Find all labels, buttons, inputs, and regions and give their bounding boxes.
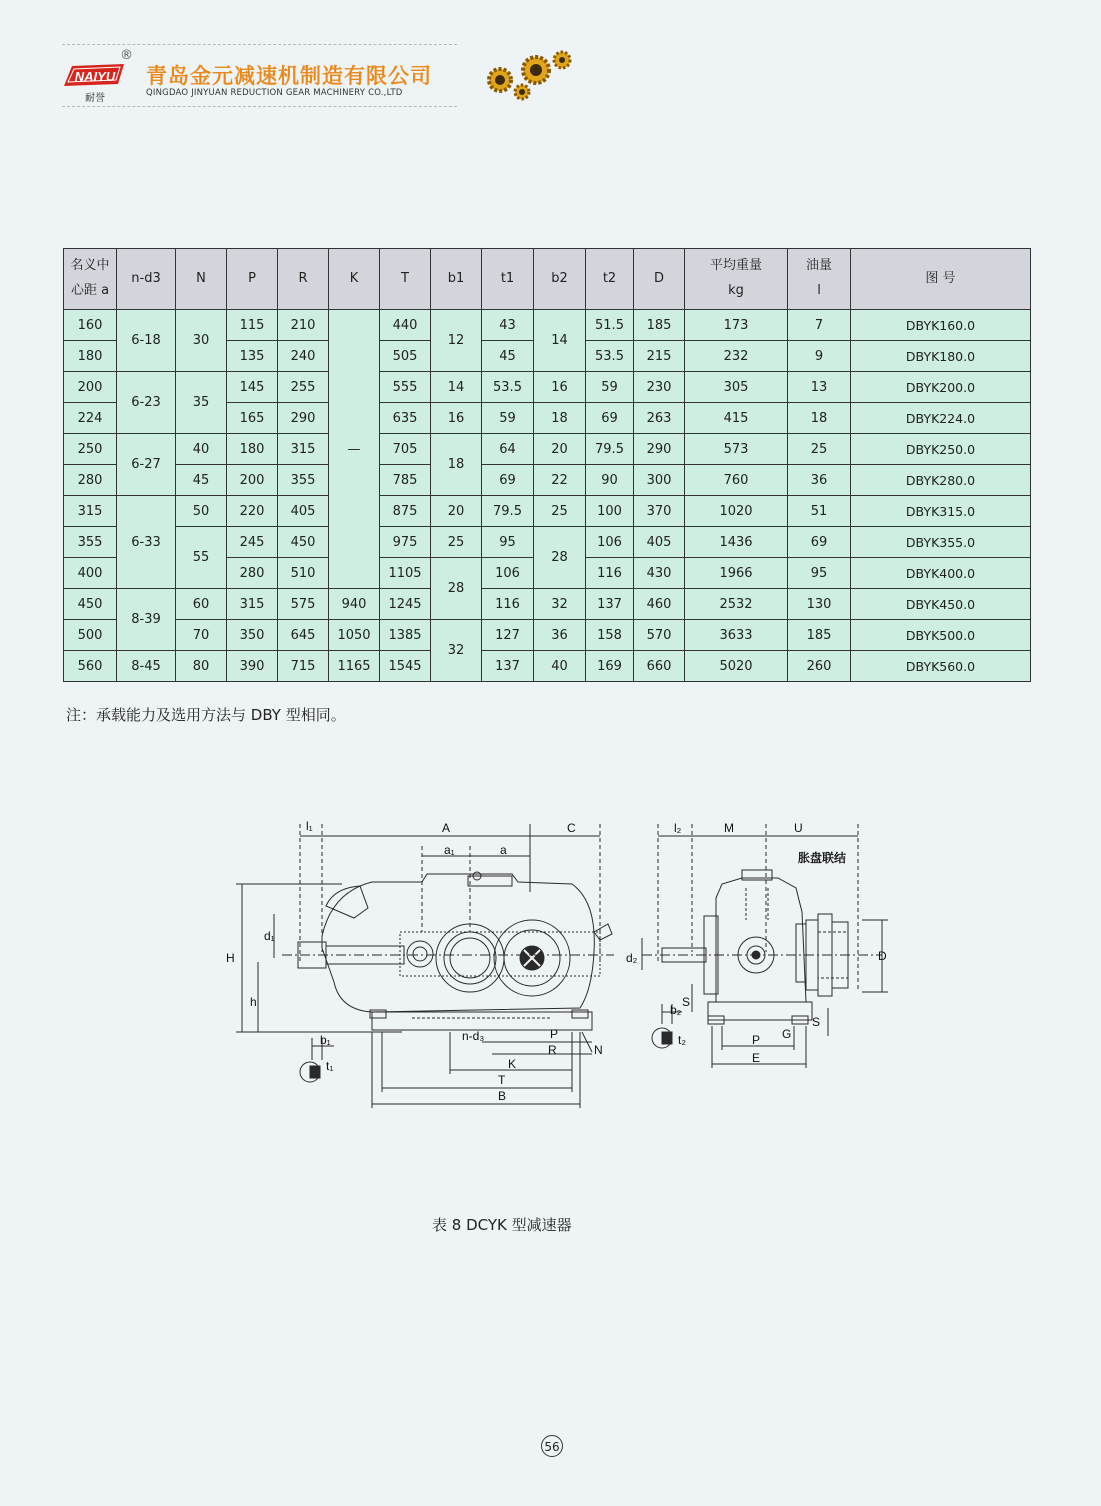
dim-label-l2: l₂ [674,821,682,835]
cell-nd3: 8-45 [117,651,176,682]
cell-t1: 137 [482,651,534,682]
header-cell: P [227,249,278,310]
cell-oil: 51 [788,496,851,527]
dim-label-t2: t₂ [678,1033,686,1047]
cell-R: 450 [278,527,329,558]
cell-b1: 32 [431,620,482,682]
cell-drawing: DBYK224.0 [851,403,1031,434]
cell-weight: 305 [685,372,788,403]
cell-b2: 14 [534,310,586,372]
dim-label-t1: t₁ [326,1059,334,1073]
cell-N: 30 [176,310,227,372]
cell-a: 400 [64,558,117,589]
header-cell: t1 [482,249,534,310]
cell-R: 210 [278,310,329,341]
dim-label-H: H [226,951,235,965]
cell-D: 460 [634,589,685,620]
company-name-cn: 青岛金元减速机制造有限公司 [146,64,432,88]
cell-N: 50 [176,496,227,527]
cell-N: 60 [176,589,227,620]
table-row [64,434,1031,465]
table-row [64,527,1031,558]
cell-t1: 69 [482,465,534,496]
end-view [626,821,888,1068]
cell-P: 220 [227,496,278,527]
cell-b2: 16 [534,372,586,403]
cell-D: 290 [634,434,685,465]
cell-K: — [329,310,380,589]
cell-t1: 95 [482,527,534,558]
cell-oil: 9 [788,341,851,372]
dim-label-G: G [782,1027,792,1041]
cell-a: 160 [64,310,117,341]
cell-b2: 25 [534,496,586,527]
cell-T: 705 [380,434,431,465]
figure-caption: 表 8 DCYK 型减速器 [432,1216,572,1234]
dim-label-C: C [567,821,576,835]
cell-t1: 116 [482,589,534,620]
cell-D: 405 [634,527,685,558]
dim-label-A: A [442,821,451,835]
cell-b2: 20 [534,434,586,465]
header-cell: K [329,249,380,310]
cell-weight: 1436 [685,527,788,558]
cell-D: 370 [634,496,685,527]
cell-t2: 59 [586,372,634,403]
cell-b1: 25 [431,527,482,558]
dim-label-a1: a₁ [444,843,455,857]
cell-R: 715 [278,651,329,682]
logo-subtitle: 耐誉 [85,93,105,104]
cell-t2: 69 [586,403,634,434]
cell-N: 40 [176,434,227,465]
cell-weight: 3633 [685,620,788,651]
cell-T: 505 [380,341,431,372]
header-cell: N [176,249,227,310]
cell-N: 70 [176,620,227,651]
cell-drawing: DBYK560.0 [851,651,1031,682]
dim-label-l1: l₁ [306,819,313,833]
gears-icon [478,48,578,104]
header-cell: n-d3 [117,249,176,310]
cell-t1: 64 [482,434,534,465]
table-row [64,496,1031,527]
cell-P: 115 [227,310,278,341]
cell-t1: 59 [482,403,534,434]
cell-nd3: 6-33 [117,496,176,589]
header-cell: b2 [534,249,586,310]
cell-a: 280 [64,465,117,496]
cell-b1: 20 [431,496,482,527]
company-name-en: QINGDAO JINYUAN REDUCTION GEAR MACHINERY CO.,LTD [146,88,403,98]
cell-P: 180 [227,434,278,465]
table-row [64,589,1031,620]
cell-N: 35 [176,372,227,434]
cell-oil: 260 [788,651,851,682]
table-header-row [64,249,1031,310]
cell-weight: 173 [685,310,788,341]
cell-P: 165 [227,403,278,434]
cell-K: 1165 [329,651,380,682]
dim-label-d1: d₁ [264,929,275,943]
cell-P: 245 [227,527,278,558]
dim-label-M: M [724,821,734,835]
cell-a: 450 [64,589,117,620]
cell-T: 1385 [380,620,431,651]
cell-T: 975 [380,527,431,558]
cell-oil: 13 [788,372,851,403]
cell-t2: 137 [586,589,634,620]
cell-R: 290 [278,403,329,434]
cell-a: 180 [64,341,117,372]
cell-R: 645 [278,620,329,651]
cell-P: 390 [227,651,278,682]
dim-label-P: P [550,1027,559,1041]
dim-label-coupling: 胀盘联结 [798,851,847,865]
header-cell: 图 号 [851,249,1031,310]
cell-t1: 79.5 [482,496,534,527]
dim-label-N: N [594,1043,603,1057]
table-row [64,310,1031,341]
cell-D: 300 [634,465,685,496]
cell-K: 1050 [329,620,380,651]
cell-weight: 760 [685,465,788,496]
cell-P: 200 [227,465,278,496]
cell-b1: 12 [431,310,482,372]
company-logo [62,52,128,106]
cell-P: 350 [227,620,278,651]
cell-t1: 53.5 [482,372,534,403]
header-rule-top [62,44,457,45]
header-cell: b1 [431,249,482,310]
cell-nd3: 6-23 [117,372,176,434]
cell-D: 230 [634,372,685,403]
cell-a: 500 [64,620,117,651]
cell-drawing: DBYK355.0 [851,527,1031,558]
cell-R: 315 [278,434,329,465]
header-cell: 油量 l [788,249,851,310]
cell-drawing: DBYK500.0 [851,620,1031,651]
cell-R: 510 [278,558,329,589]
header-cell: 名义中 心距 a [64,249,117,310]
page-number: 56 [541,1435,563,1457]
cell-weight: 5020 [685,651,788,682]
cell-oil: 95 [788,558,851,589]
cell-nd3: 6-27 [117,434,176,496]
cell-t2: 169 [586,651,634,682]
logo-wordmark: NAIYU [74,69,116,84]
cell-t2: 51.5 [586,310,634,341]
cell-D: 263 [634,403,685,434]
cell-R: 240 [278,341,329,372]
cell-t2: 158 [586,620,634,651]
cell-t1: 45 [482,341,534,372]
header-cell: t2 [586,249,634,310]
cell-oil: 18 [788,403,851,434]
cell-b2: 22 [534,465,586,496]
cell-drawing: DBYK200.0 [851,372,1031,403]
cell-T: 440 [380,310,431,341]
dim-label-D: D [878,949,887,963]
cell-R: 405 [278,496,329,527]
dim-label-b2: b₂ [670,1003,682,1017]
cell-nd3: 6-18 [117,310,176,372]
cell-oil: 130 [788,589,851,620]
cell-weight: 1966 [685,558,788,589]
cell-drawing: DBYK180.0 [851,341,1031,372]
dim-label-E: E [752,1051,761,1065]
cell-weight: 573 [685,434,788,465]
cell-R: 255 [278,372,329,403]
cell-b2: 40 [534,651,586,682]
cell-T: 1245 [380,589,431,620]
table-row [64,465,1031,496]
cell-oil: 25 [788,434,851,465]
cell-a: 560 [64,651,117,682]
spec-table [63,248,1031,682]
dim-label-d2: d₂ [626,951,638,965]
side-view [226,819,614,1108]
cell-D: 185 [634,310,685,341]
cell-a: 200 [64,372,117,403]
cell-T: 1105 [380,558,431,589]
cell-D: 215 [634,341,685,372]
cell-drawing: DBYK400.0 [851,558,1031,589]
cell-drawing: DBYK450.0 [851,589,1031,620]
cell-D: 570 [634,620,685,651]
cell-t1: 43 [482,310,534,341]
cell-oil: 185 [788,620,851,651]
cell-T: 635 [380,403,431,434]
cell-t2: 116 [586,558,634,589]
dim-label-T: T [498,1073,506,1087]
cell-D: 430 [634,558,685,589]
header-rule-bottom [62,106,457,107]
cell-P: 315 [227,589,278,620]
cell-weight: 2532 [685,589,788,620]
cell-b2: 32 [534,589,586,620]
cell-drawing: DBYK250.0 [851,434,1031,465]
dim-label-s-right: S [812,1015,821,1029]
cell-R: 355 [278,465,329,496]
cell-weight: 415 [685,403,788,434]
cell-b1: 14 [431,372,482,403]
cell-N: 45 [176,465,227,496]
dim-label-a: a [500,843,507,857]
cell-T: 875 [380,496,431,527]
cell-N: 80 [176,651,227,682]
cell-a: 250 [64,434,117,465]
dim-label-B: B [498,1089,507,1103]
header-cell: R [278,249,329,310]
cell-R: 575 [278,589,329,620]
table-row [64,651,1031,682]
cell-t2: 90 [586,465,634,496]
dim-label-s-left: S [682,995,691,1009]
cell-oil: 36 [788,465,851,496]
cell-b2: 28 [534,527,586,589]
cell-b2: 36 [534,620,586,651]
table-row [64,372,1031,403]
cell-drawing: DBYK160.0 [851,310,1031,341]
header-cell: 平均重量 kg [685,249,788,310]
dim-label-b1: b₁ [320,1033,331,1047]
cell-a: 224 [64,403,117,434]
header-cell: D [634,249,685,310]
table-row [64,620,1031,651]
cell-P: 145 [227,372,278,403]
dim-label-nd3: n-d₃ [462,1029,485,1043]
cell-K: 940 [329,589,380,620]
dim-label-h: h [250,995,257,1009]
cell-t2: 79.5 [586,434,634,465]
dim-label-K: K [508,1057,517,1071]
cell-drawing: DBYK315.0 [851,496,1031,527]
cell-b1: 16 [431,403,482,434]
cell-b1: 28 [431,558,482,620]
cell-P: 135 [227,341,278,372]
cell-a: 315 [64,496,117,527]
cell-b2: 18 [534,403,586,434]
dim-label-U: U [794,821,803,835]
cell-weight: 1020 [685,496,788,527]
cell-N: 55 [176,527,227,589]
cell-drawing: DBYK280.0 [851,465,1031,496]
cell-T: 1545 [380,651,431,682]
cell-P: 280 [227,558,278,589]
cell-b1: 18 [431,434,482,496]
header-cell: T [380,249,431,310]
dim-label-p-end: P [752,1033,761,1047]
cell-weight: 232 [685,341,788,372]
cell-t2: 100 [586,496,634,527]
cell-t1: 127 [482,620,534,651]
cell-oil: 7 [788,310,851,341]
cell-t1: 106 [482,558,534,589]
cell-a: 355 [64,527,117,558]
cell-nd3: 8-39 [117,589,176,651]
cell-oil: 69 [788,527,851,558]
cell-t2: 106 [586,527,634,558]
dim-label-R: R [548,1043,557,1057]
note-text: 注：承载能力及选用方法与 DBY 型相同。 [66,706,346,724]
cell-T: 555 [380,372,431,403]
registered-mark: ® [120,48,133,63]
cell-T: 785 [380,465,431,496]
cell-D: 660 [634,651,685,682]
reducer-drawing [222,812,902,1112]
cell-t2: 53.5 [586,341,634,372]
